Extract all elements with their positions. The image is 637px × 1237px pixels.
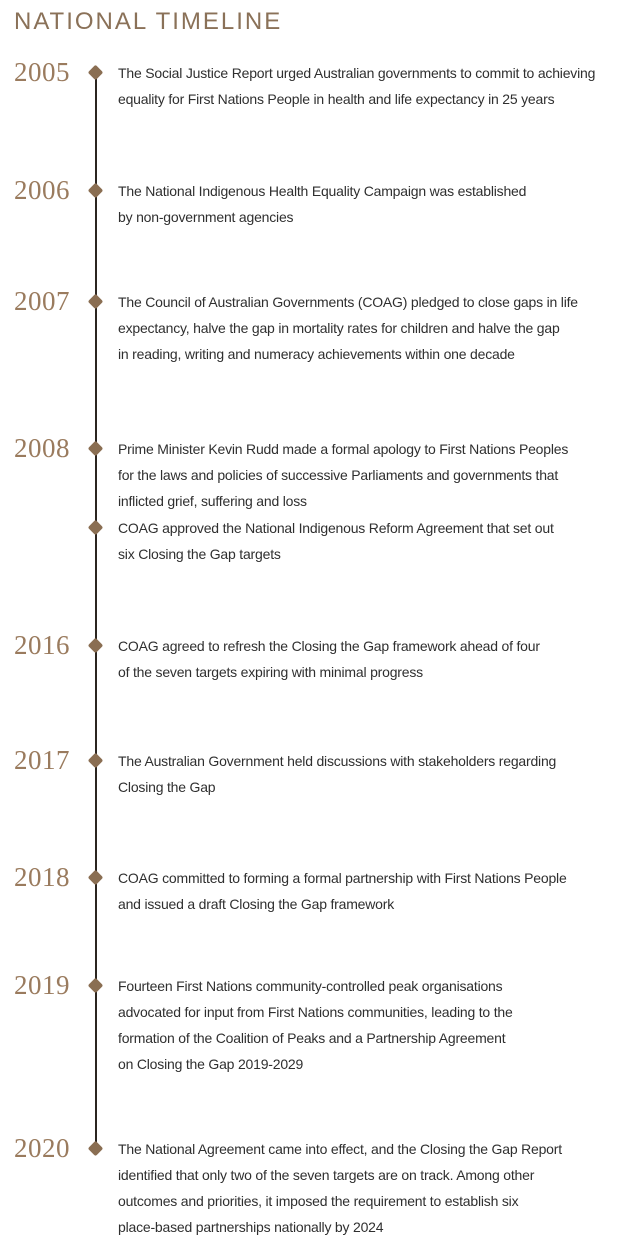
diamond-marker-icon [88,978,104,994]
diamond-marker-icon [88,753,104,769]
diamond-marker-icon [88,294,104,310]
timeline-year: 2019 [14,970,70,1000]
timeline-year: 2016 [14,630,70,660]
diamond-marker-icon [88,638,104,654]
page-title: NATIONAL TIMELINE [14,8,283,35]
timeline-event-text: COAG agreed to refresh the Closing the Gap framework ahead of four of the seven targets expiring with minimal progress [118,638,540,680]
timeline-event-text: The Social Justice Report urged Australian governments to commit to achieving equality for First Nations People in health and life expectancy in 25 years [118,65,596,107]
timeline-year: 2020 [14,1133,70,1163]
timeline-year: 2007 [14,286,70,316]
timeline-year: 2006 [14,175,70,205]
diamond-marker-icon [88,520,104,536]
timeline-year: 2005 [14,57,70,87]
diamond-marker-icon [88,65,104,81]
diamond-marker-icon [88,183,104,199]
timeline-year: 2008 [14,433,70,463]
timeline-event-text: The Australian Government held discussions with stakeholders regarding Closing the Gap [118,753,557,795]
timeline-event-text: Prime Minister Kevin Rudd made a formal apology to First Nations Peoples for the laws and policies of successive Parliaments and governments that inflicted grief, suffering and loss [118,441,569,509]
diamond-marker-icon [88,870,104,886]
timeline-event-text: The National Agreement came into effect, and the Closing the Gap Report identified that only two of the seven targets are on track. Among other outcomes and priorities, it imposed the requirement to establish six place-based partnerships nationally by 2024 [118,1141,562,1235]
diamond-marker-icon [88,441,104,457]
timeline-year: 2017 [14,745,70,775]
timeline-event-text: The National Indigenous Health Equality Campaign was established by non-government agencies [118,183,527,225]
timeline-event-text: COAG approved the National Indigenous Reform Agreement that set out six Closing the Gap targets [118,520,554,562]
timeline-event-text: COAG committed to forming a formal partnership with First Nations People and issued a draft Closing the Gap framework [118,870,567,912]
timeline-year: 2018 [14,862,70,892]
diamond-marker-icon [88,1141,104,1157]
timeline-event-text: Fourteen First Nations community-controlled peak organisations advocated for input from First Nations communities, leading to the formation of the Coalition of Peaks and a Partnership Agreement on Closing the Gap 2019-2029 [118,978,513,1072]
timeline-event-text: The Council of Australian Governments (COAG) pledged to close gaps in life expectancy, halve the gap in mortality rates for children and halve the gap in reading, writing and numeracy achievements within one decade [118,294,578,362]
